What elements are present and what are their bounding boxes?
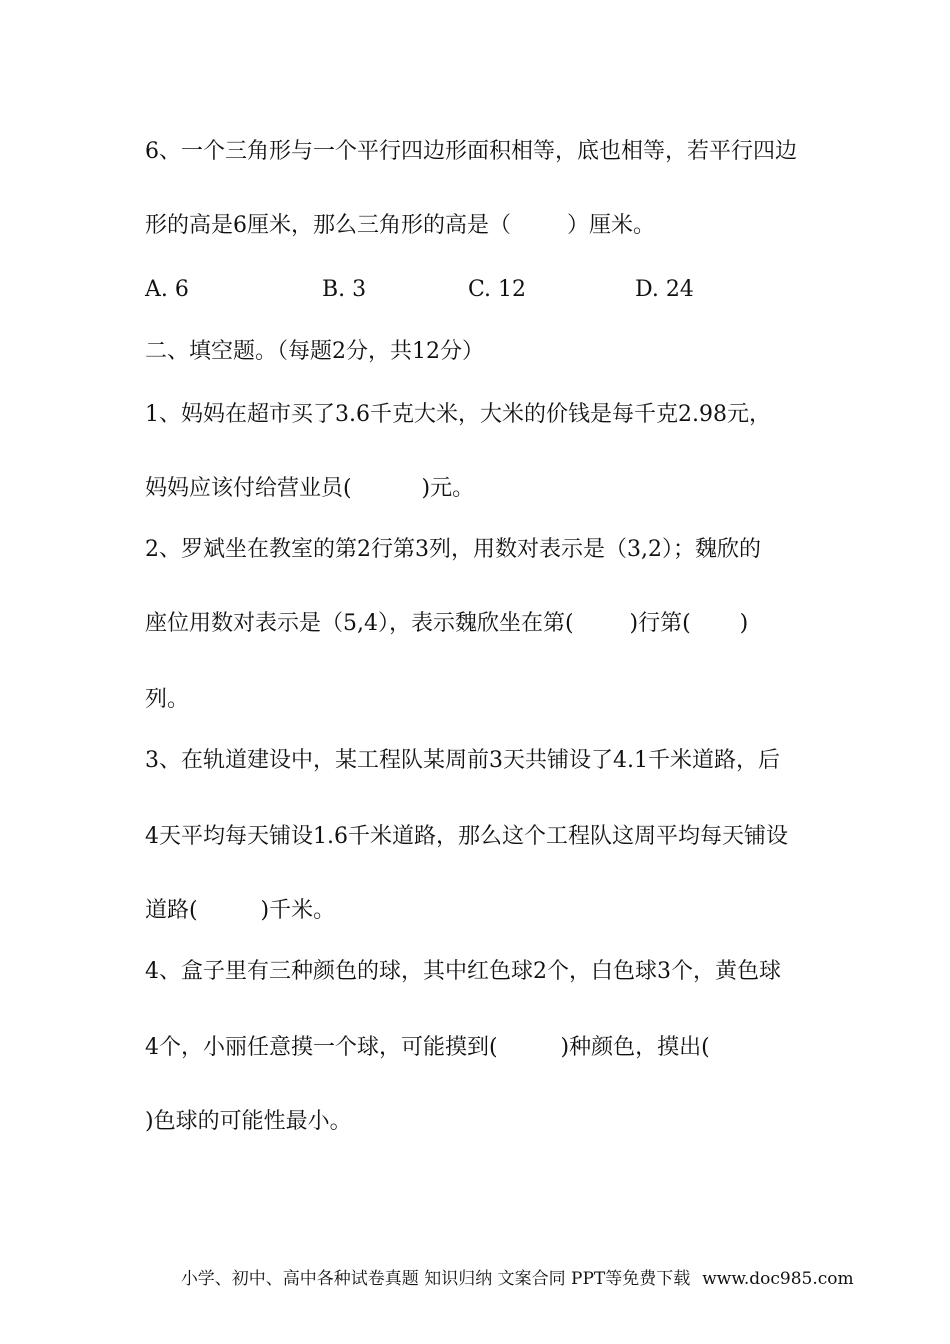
fill-3-line-2: 4天平均每天铺设1.6千米道路，那么这个工程队这周平均每天铺设 <box>145 824 788 849</box>
fill-3-line-3: 道路( )千米。 <box>145 898 336 923</box>
fill-3-line-1: 3、在轨道建设中，某工程队某周前3天共铺设了4.1千米道路，后 <box>145 748 780 773</box>
fill-1-line-1: 1、妈妈在超市买了3.6千克大米，大米的价钱是每千克2.98元， <box>145 402 771 427</box>
fill-2-line-1: 2、罗斌坐在教室的第2行第3列，用数对表示是（3,2）；魏欣的 <box>145 537 761 562</box>
option-b: B. 3 <box>322 277 367 302</box>
page-footer <box>170 1243 854 1291</box>
section-2-heading: 二、填空题。（每题2分，共12分） <box>145 339 484 364</box>
footer-site-link[interactable]: www.doc985.com <box>702 1269 854 1289</box>
fill-4-line-1: 4、盒子里有三种颜色的球，其中红色球2个，白色球3个，黄色球 <box>145 959 781 984</box>
footer-text: 小学、初中、高中各种试卷真题 知识归纳 文案合同 PPT等免费下载 <box>180 1269 691 1289</box>
option-c: C. 12 <box>468 277 527 302</box>
option-d: D. 24 <box>635 277 694 302</box>
question-6-line-2: 形的高是6厘米，那么三角形的高是（ ）厘米。 <box>145 213 655 238</box>
fill-2-line-2: 座位用数对表示是（5,4），表示魏欣坐在第( )行第( ) <box>145 611 749 636</box>
fill-2-line-3: 列。 <box>145 687 190 712</box>
option-a: A. 6 <box>145 277 189 302</box>
fill-4-line-2: 4个，小丽任意摸一个球，可能摸到( )种颜色，摸出( <box>145 1035 710 1060</box>
question-6-line-1: 6、一个三角形与一个平行四边形面积相等，底也相等，若平行四边 <box>145 139 797 164</box>
question-6-options <box>145 275 825 305</box>
fill-1-line-2: 妈妈应该付给营业员( )元。 <box>145 476 475 501</box>
fill-4-line-3: )色球的可能性最小。 <box>145 1109 352 1134</box>
